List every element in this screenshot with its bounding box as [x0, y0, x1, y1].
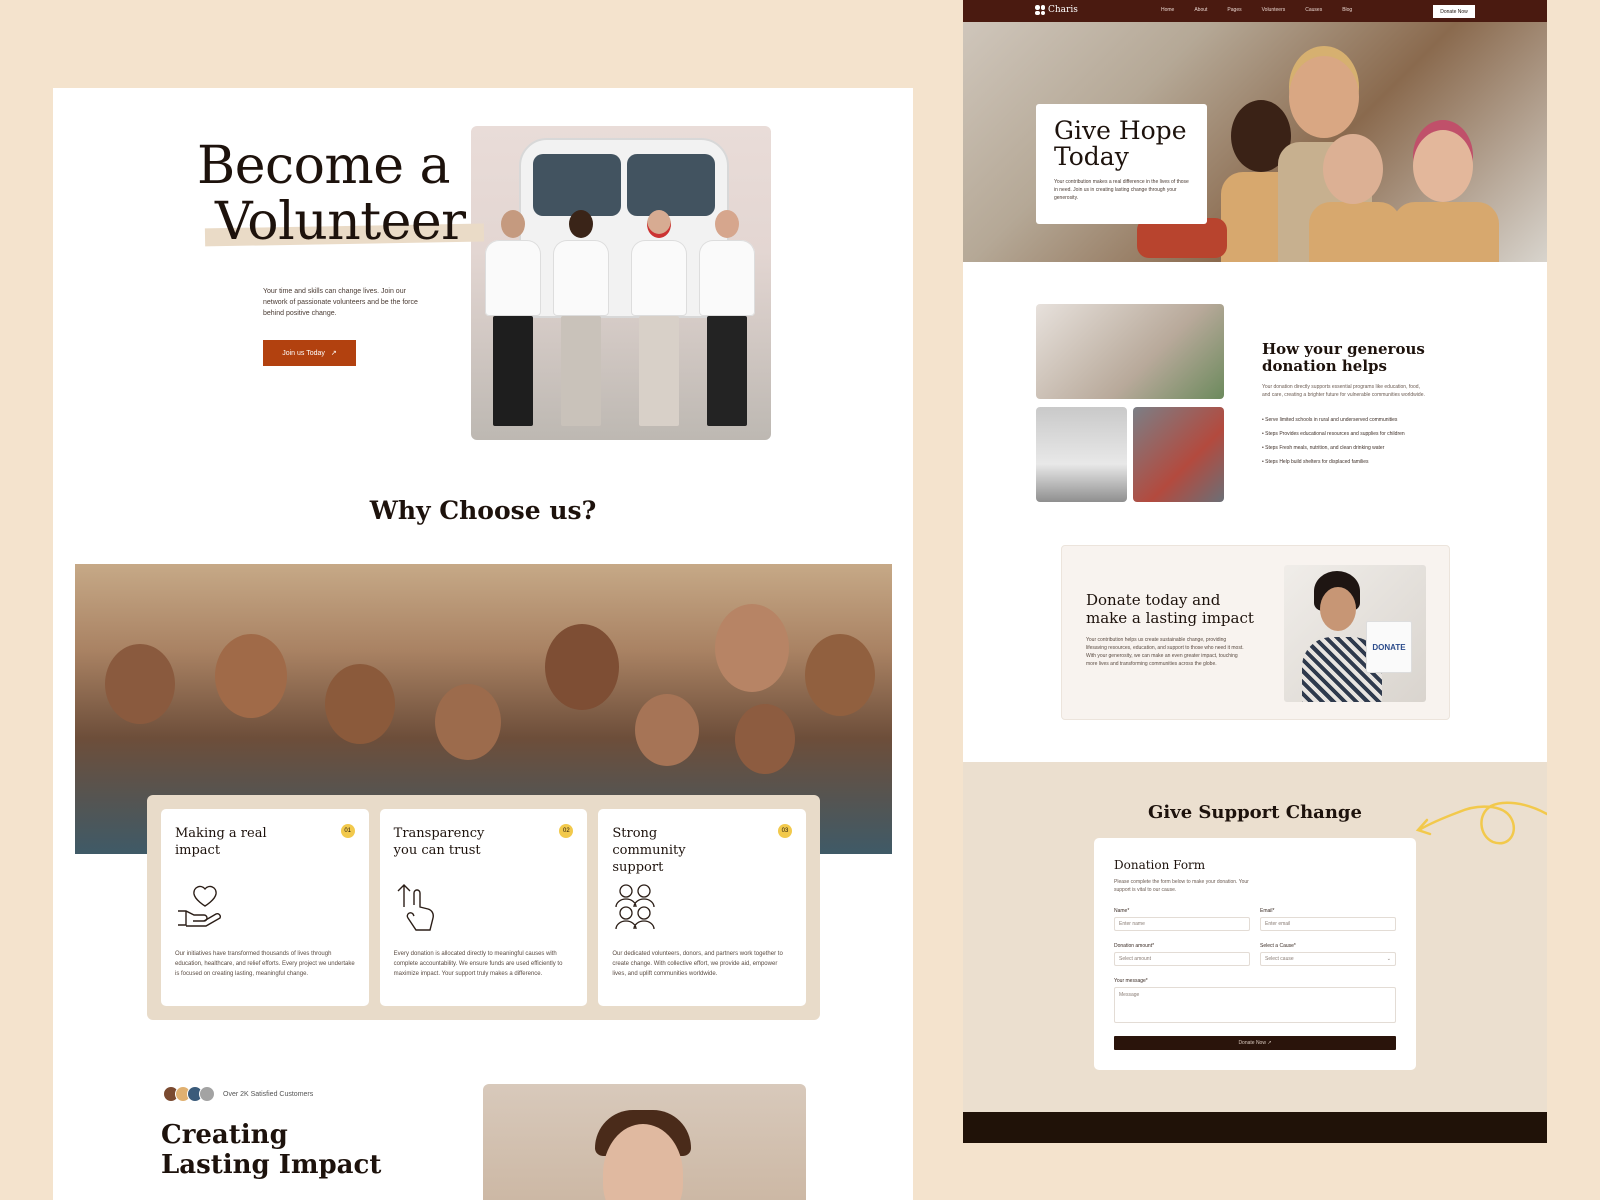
amount-label: Donation amount*	[1114, 943, 1155, 949]
amount-placeholder: Select amount	[1119, 956, 1151, 962]
join-us-label: Join us Today	[282, 349, 325, 357]
name-label: Name*	[1114, 908, 1130, 914]
impact-title-line1: Creating	[161, 1120, 288, 1150]
avatar	[199, 1086, 215, 1102]
list-item: • Steps Fresh meals, nutrition, and clean drinking water	[1262, 445, 1405, 451]
give-hope-text: Your contribution makes a real difference in the lives of those in need. Join us in creating lasting change through your generosity.	[1054, 179, 1189, 201]
hero-photo	[963, 22, 1547, 262]
cause-placeholder: Select cause	[1265, 956, 1294, 962]
donate-photo	[1284, 565, 1426, 702]
how-title-line2: donation helps	[1262, 357, 1387, 375]
form-row	[1114, 978, 1396, 1023]
why-choose-title: Why Choose us?	[369, 496, 597, 525]
message-textarea[interactable]	[1114, 987, 1396, 1023]
impact-title-line2: Lasting Impact	[161, 1150, 382, 1180]
van-shape	[519, 138, 729, 318]
name-field[interactable]	[1114, 917, 1250, 931]
feature-card	[380, 809, 588, 1006]
hero-title	[197, 138, 466, 250]
list-item: • Serve limited schools in rural and underserved communities	[1262, 417, 1405, 423]
features-panel	[147, 795, 820, 1020]
give-hope-title-line1: Give Hope	[1054, 116, 1187, 145]
donate-today-panel	[1061, 545, 1450, 720]
arrow-up-right-icon: ↗	[330, 350, 337, 357]
form-subtitle: Please complete the form below to make your donation. Your support is vital to our cause.	[1114, 879, 1249, 893]
nav-link-causes[interactable]: Causes	[1305, 7, 1323, 13]
heart-hand-icon	[175, 883, 225, 927]
hero-title-line2: Volunteer	[197, 194, 466, 250]
form-title: Donation Form	[1114, 858, 1206, 872]
gallery-photo-volunteer	[1036, 407, 1127, 502]
impact-photo	[483, 1084, 806, 1200]
tap-upload-icon	[394, 883, 440, 933]
customer-avatars	[163, 1086, 313, 1102]
message-placeholder: Message	[1119, 992, 1140, 998]
top-navbar	[963, 0, 1547, 22]
volunteers-photo	[471, 126, 771, 440]
form-row	[1114, 908, 1396, 931]
donate-submit-button[interactable]	[1114, 1036, 1396, 1050]
hero-description: Your time and skills can change lives. Join our network of passionate volunteers and be the force behind positive change.	[263, 288, 418, 317]
how-donation-helps-text: Your donation directly supports essential programs like education, food, and care, creating a brighter future for vulnerable communities worldwide.	[1262, 384, 1425, 398]
community-icon	[612, 883, 658, 929]
give-hope-title-line2: Today	[1054, 142, 1129, 171]
nav-link-blog[interactable]: Blog	[1342, 7, 1353, 13]
feature-text: Every donation is allocated directly to meaningful causes with complete accountability. We ensure funds are used efficiently to maximize impact. Your support truly makes a difference.	[393, 951, 563, 977]
cause-label: Select a Cause*	[1260, 943, 1296, 949]
join-us-button[interactable]	[263, 340, 356, 366]
support-title: Give Support Change	[1148, 802, 1362, 823]
form-row	[1114, 943, 1396, 966]
email-label: Email*	[1260, 908, 1275, 914]
customers-count: Over 2K Satisfied Customers	[223, 1090, 314, 1098]
volunteer-figure	[699, 210, 755, 426]
gallery-photo-donation	[1133, 407, 1224, 502]
how-title-line1: How your generous	[1262, 340, 1425, 358]
impact-title	[161, 1120, 381, 1180]
how-donation-helps-list	[1262, 417, 1405, 473]
volunteer-figure	[485, 210, 541, 426]
list-item: • Steps Help build shelters for displaced families	[1262, 459, 1405, 465]
donate-today-text: Your contribution helps us create sustainable change, providing lifesaving resources, education, and support to those who need it most. With your generosity, we can make an even greater impact, touching more lives and transforming communities across the globe.	[1086, 637, 1244, 667]
donation-gallery	[1036, 304, 1224, 502]
nav-link-about[interactable]: About	[1194, 7, 1208, 13]
donate-box	[1366, 621, 1412, 673]
email-field[interactable]	[1260, 917, 1396, 931]
donate-box-label: DONATE	[1372, 642, 1406, 652]
nav-links	[1161, 7, 1352, 13]
squiggle-arrow-icon	[1415, 792, 1547, 862]
feature-text: Our dedicated volunteers, donors, and partners work together to create change. With collective effort, we provide aid, empower lives, and uplift communities worldwide.	[612, 951, 783, 977]
feature-card	[161, 809, 369, 1006]
support-section	[963, 762, 1547, 1112]
cause-select[interactable]	[1260, 952, 1396, 966]
list-item: • Steps Provides educational resources and supplies for children	[1262, 431, 1405, 437]
feature-number: 02	[559, 824, 573, 838]
amount-field[interactable]	[1114, 952, 1250, 966]
feature-card	[598, 809, 806, 1006]
give-hope-title	[1054, 118, 1189, 170]
nav-link-home[interactable]: Home	[1161, 7, 1175, 13]
feature-text: Our initiatives have transformed thousands of lives through education, healthcare, and relief efforts. Every project we undertake is focused on creating lasting, meaningful change.	[175, 951, 355, 977]
gallery-photo-classroom	[1036, 304, 1224, 399]
brand-name: Charis	[1048, 5, 1078, 15]
brand-logo[interactable]	[1035, 5, 1078, 15]
donate-submit-label: Donate Now	[1238, 1040, 1266, 1046]
give-hope-card	[1036, 104, 1207, 224]
feature-title: Strong community support	[612, 826, 686, 875]
feature-number: 03	[778, 824, 792, 838]
footer	[963, 1112, 1547, 1143]
volunteer-figure	[553, 210, 609, 426]
email-placeholder: Enter email	[1265, 921, 1291, 927]
donate-now-nav-button[interactable]: Donate Now	[1433, 5, 1475, 18]
nav-link-volunteers[interactable]: Volunteers	[1261, 7, 1286, 13]
donation-page	[963, 0, 1547, 1143]
feature-title: Making a real impact	[175, 826, 267, 858]
nav-link-pages[interactable]: Pages	[1227, 7, 1242, 13]
feature-title: Transparency you can trust	[393, 826, 485, 858]
arrow-up-right-icon: ↗	[1267, 1040, 1272, 1046]
donation-form	[1094, 838, 1416, 1070]
message-label: Your message*	[1114, 978, 1148, 984]
feature-number: 01	[341, 824, 355, 838]
clover-logo-icon	[1035, 5, 1045, 15]
name-placeholder: Enter name	[1119, 921, 1145, 927]
volunteer-figure	[631, 210, 687, 426]
donate-today-title: Donate today and make a lasting impact	[1086, 591, 1254, 627]
how-donation-helps-title	[1262, 341, 1425, 375]
volunteer-page	[53, 88, 913, 1200]
hero-title-line1: Become a	[197, 136, 451, 196]
chevron-down-icon: ⌄	[1386, 956, 1391, 962]
